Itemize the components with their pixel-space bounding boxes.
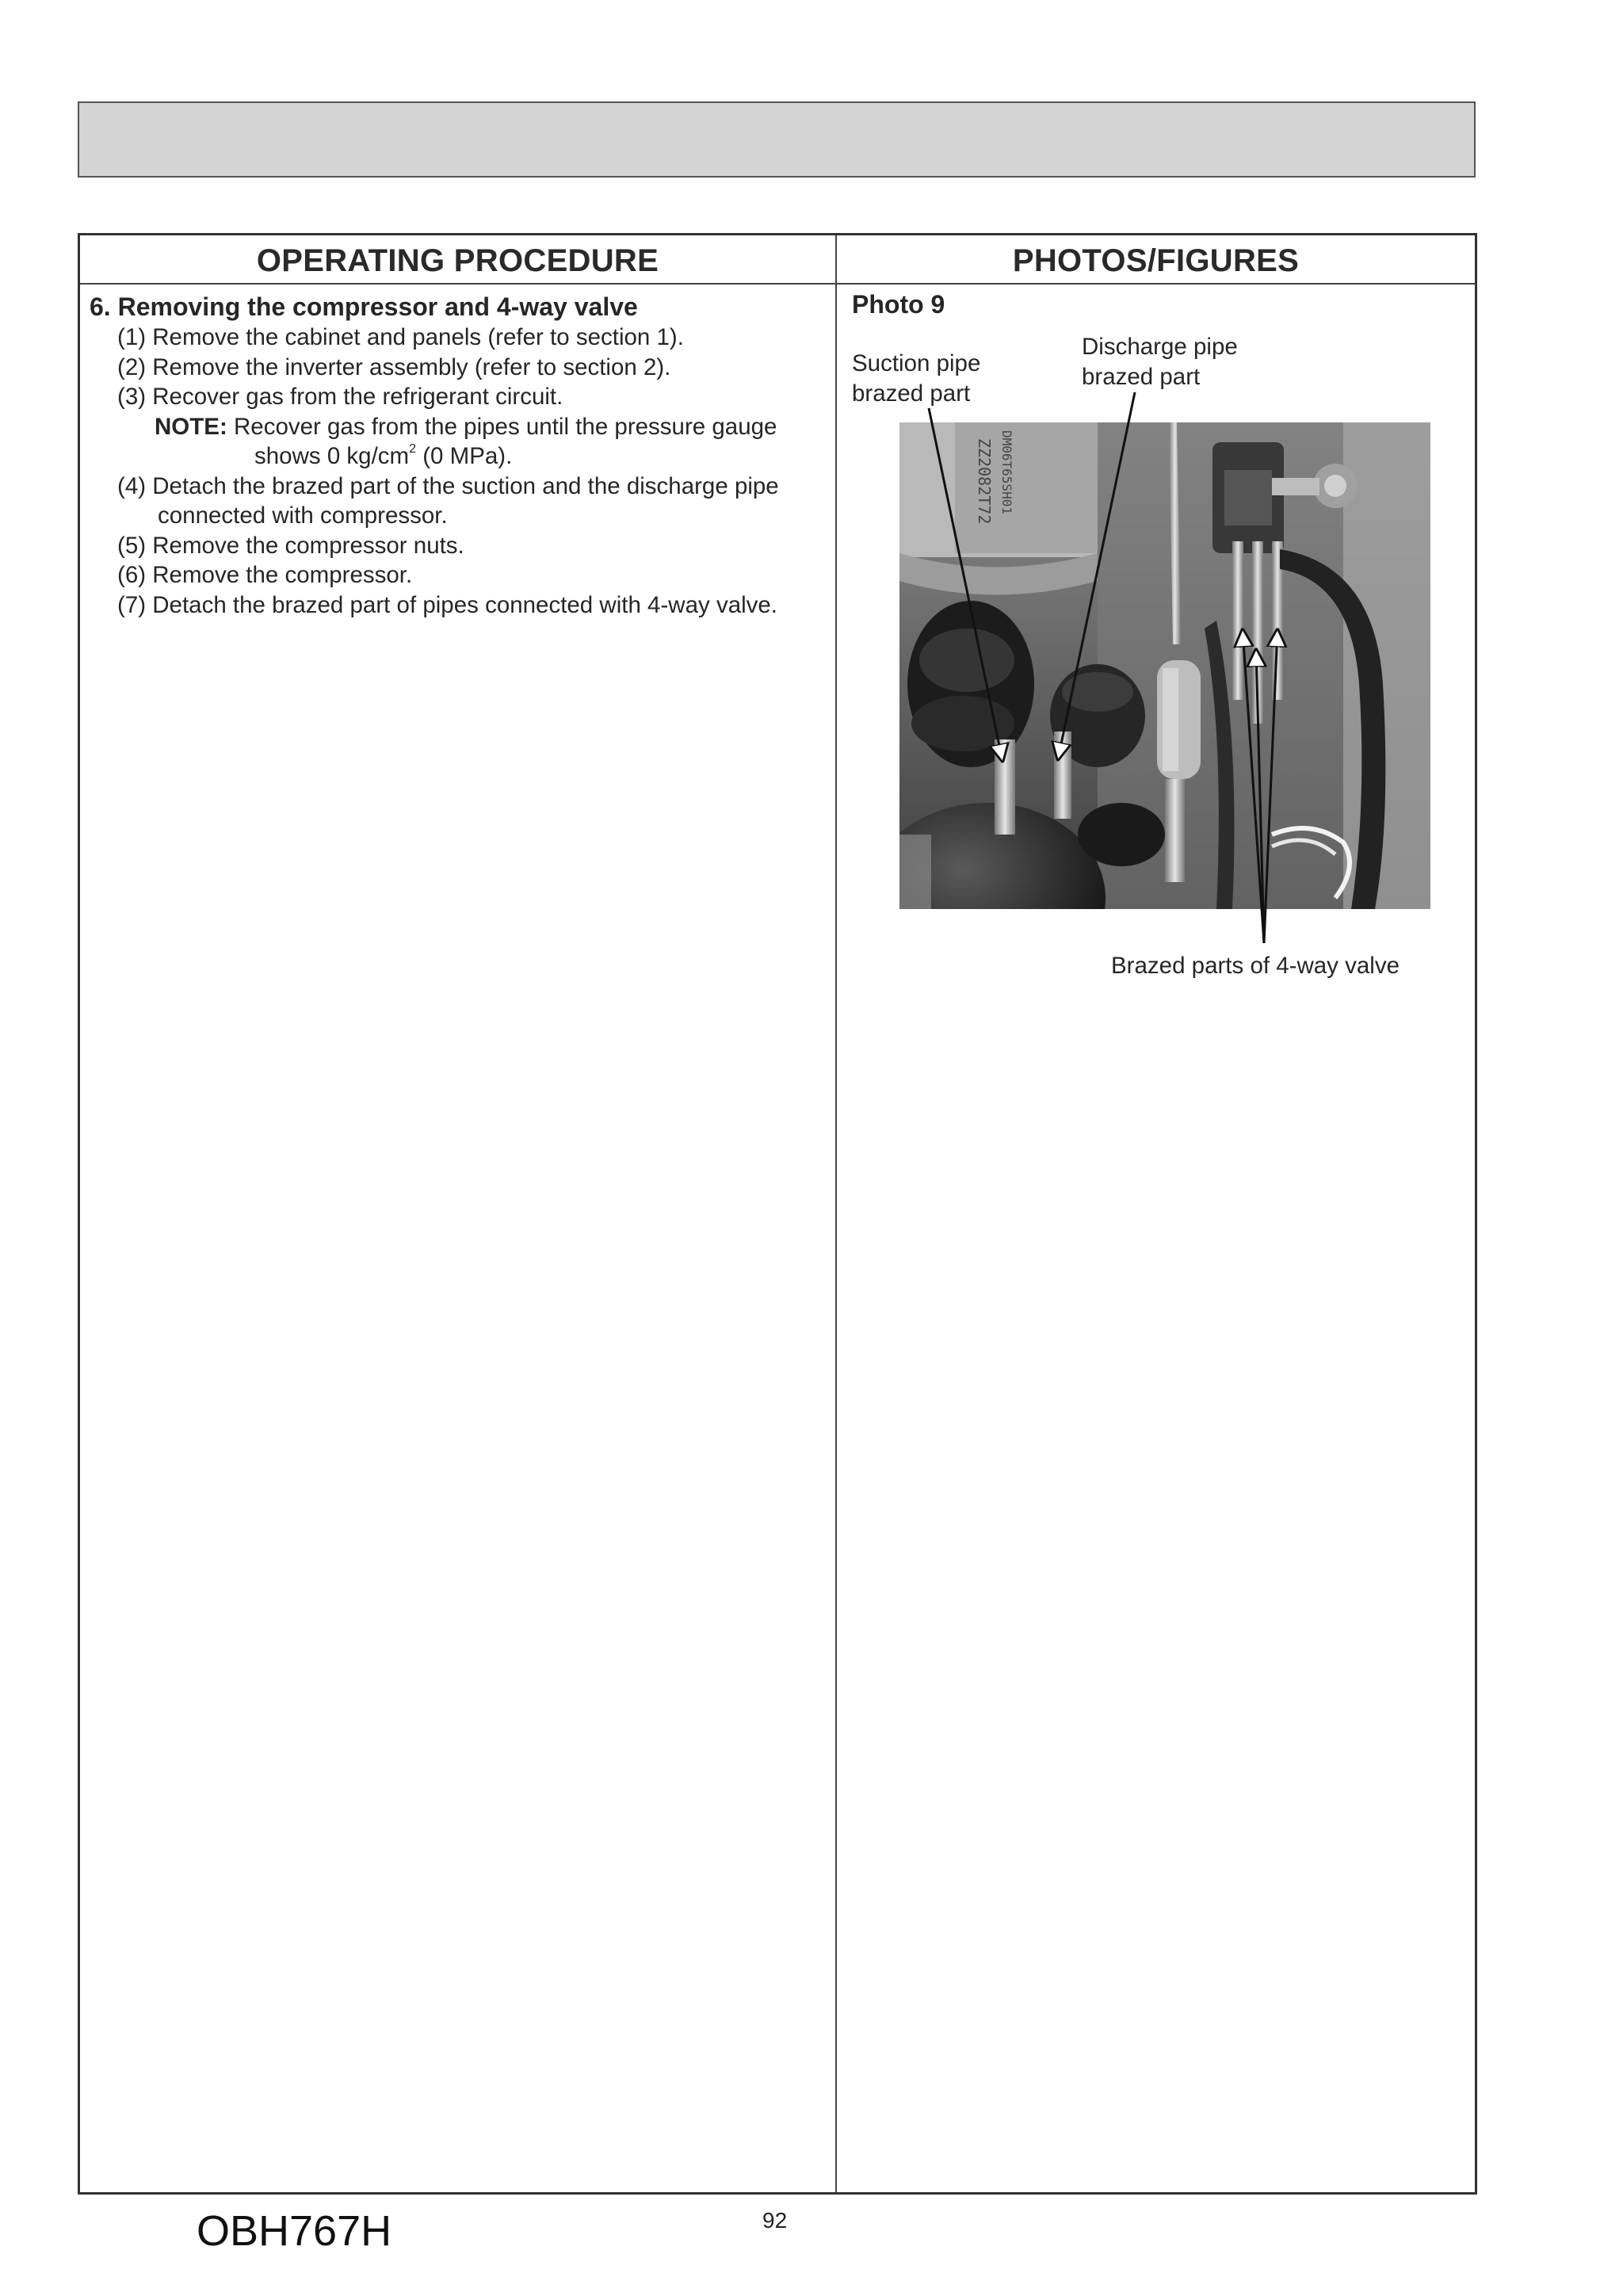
suction-label-line1: Suction pipe <box>852 350 981 376</box>
model-number: OBH767H <box>197 2207 392 2255</box>
photos-figures-header: PHOTOS/FIGURES <box>1012 243 1300 278</box>
page-number: 92 <box>762 2208 788 2233</box>
header-divider <box>80 283 1475 285</box>
suction-pipe-label <box>852 349 980 409</box>
sticker-text-1: DM06T65SH01 <box>999 430 1014 514</box>
discharge-label-line1: Discharge pipe <box>1082 334 1238 360</box>
note <box>90 412 831 442</box>
note-label: NOTE: <box>155 413 227 440</box>
compressor-photo-illustration <box>899 422 1430 909</box>
operating-procedure-header: OPERATING PROCEDURE <box>256 243 659 278</box>
note-cont-text: shows 0 kg/cm <box>254 443 410 469</box>
section-header-bar <box>78 101 1476 178</box>
step-5: (5) Remove the compressor nuts. <box>117 532 464 559</box>
note-continuation <box>90 441 831 472</box>
step-7: (7) Detach the brazed part of pipes connected with 4-way valve. <box>117 591 778 618</box>
unit-superscript: 2 <box>409 442 416 456</box>
sticker-text-2: ZZ2082T72 <box>975 438 994 525</box>
photo-9-compressor-image <box>899 422 1430 909</box>
note-text: Recover gas from the pipes until the pressure gauge <box>227 413 777 440</box>
step-4: (4) Detach the brazed part of the suction and the discharge pipe <box>117 472 779 499</box>
discharge-label-line2: brazed part <box>1082 364 1201 390</box>
suction-label-line2: brazed part <box>852 380 971 407</box>
note-cont-pressure: (0 MPa). <box>416 443 513 469</box>
section-title: 6. Removing the compressor and 4-way valve <box>90 292 638 321</box>
photo-title: Photo 9 <box>852 290 945 319</box>
step-4-continuation: connected with compressor. <box>158 502 448 529</box>
procedure-text <box>90 291 831 620</box>
brazed-parts-4-way-valve-label: Brazed parts of 4-way valve <box>1111 953 1400 979</box>
step-6: (6) Remove the compressor. <box>117 562 413 588</box>
step-3: (3) Recover gas from the refrigerant circuit. <box>117 384 563 410</box>
column-divider <box>835 235 837 2192</box>
step-1: (1) Remove the cabinet and panels (refer to section 1). <box>117 324 684 350</box>
discharge-pipe-label <box>1082 332 1238 392</box>
step-2: (2) Remove the inverter assembly (refer to section 2). <box>117 353 671 380</box>
